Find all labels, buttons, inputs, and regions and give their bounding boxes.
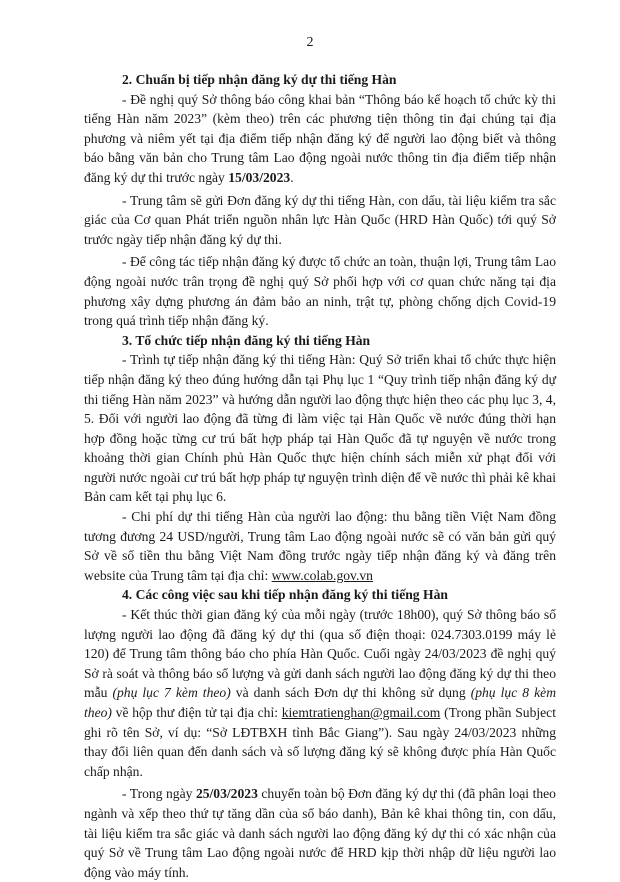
section-2-paragraph-1 xyxy=(84,90,556,188)
deadline-date: 15/03/2023 xyxy=(228,169,291,185)
section-4-paragraph-2-text-b: chuyển toàn bộ Đơn đăng ký dự thi (đã phân loại theo ngành và xếp theo thứ tự tăng dần của số báo danh), Bản kê khai thông tin, con dấu, tài liệu kiểm tra sắc giác và danh sách người lao động đăng ký dự thi có xác nhận của quý Sở về Trung tâm Lao động ngoài nước để HRD kịp thời nhập dữ liệu người lao động vào máy tính. xyxy=(84,786,556,880)
section-4-heading: 4. Các công việc sau khi tiếp nhận đăng ký thi tiếng Hàn xyxy=(122,587,448,603)
section-3-paragraph-1: - Trình tự tiếp nhận đăng ký thi tiếng Hàn: Quý Sở triển khai tổ chức thực hiện tiếp nhận đăng ký theo đúng hướng dẫn tại Phụ lục 1 “Quy trình tiếp nhận đăng ký dự thi tiếng Hàn năm 2023” và hướng dẫn người lao động thực hiện theo các phụ lục 3, 4, 5. Đối với người lao động đã từng đi làm việc tại Hàn Quốc về nước đúng thời hạn hợp đồng hoặc từng cư trú bất hợp pháp tại Hàn Quốc đã tự nguyện về nước trong khoảng thời gian Chính phủ Hàn Quốc thực hiện chính sách miễn xử phạt đối với người nước ngoài cư trú bất hợp pháp tự nguyện trình diện để về nước thì phải kê khai Bản cam kết tại phụ lục 6. xyxy=(84,352,556,505)
section-4-paragraph-1-text-d: (Trong phần Subject ghi rõ tên Sở, ví dụ: “Sở LĐTBXH tỉnh Bắc Giang”). Sau ngày 24/03/2023 những thay đổi liên quan đến danh sách và số lượng đăng ký sẽ không được phía Hàn Quốc chấp nhận. xyxy=(84,705,556,779)
section-2-heading: 2. Chuẩn bị tiếp nhận đăng ký dự thi tiếng Hàn xyxy=(122,72,397,87)
page-number: 2 xyxy=(306,35,314,50)
section-2-paragraph-3: - Để công tác tiếp nhận đăng ký được tổ chức an toàn, thuận lợi, Trung tâm Lao động ngoài nước trân trọng đề nghị quý Sở phối hợp với cơ quan chức năng tại địa phương xây dựng phương án đảm bảo an ninh, trật tự, phòng chống dịch Covid-19 trong quá trình tiếp nhận đăng ký. xyxy=(84,254,556,329)
document-body xyxy=(84,70,556,882)
section-4-paragraph-1-text-c: về hộp thư điện tử tại địa chỉ: xyxy=(111,705,282,720)
section-2-paragraph-1-text: - Đề nghị quý Sở thông báo công khai bản “Thông báo kế hoạch tổ chức kỳ thi tiếng Hàn năm 2023” (kèm theo) trên các phương tiện thông tin đại chúng tại địa phương và niêm yết tại địa điểm tiếp nhận đăng ký để người lao động biết và thông báo bằng văn bản cho Trung tâm Lao động ngoài nước thông tin địa điểm tiếp nhận đăng ký dự thi trước ngày xyxy=(84,91,556,185)
transfer-date: 25/03/2023 xyxy=(195,786,258,802)
section-3-paragraph-2-text: - Chi phí dự thi tiếng Hàn của người lao động: thu bằng tiền Việt Nam đồng tương đương 24 USD/người, Trung tâm Lao động ngoài nước sẽ có văn bản gửi quý Sở về số tiền thu bằng Việt Nam đồng trước ngày tiếp nhận đăng ký và đăng trên website của Trung tâm tại địa chỉ: xyxy=(84,509,556,583)
website-link[interactable]: www.colab.gov.vn xyxy=(271,567,373,583)
section-3-paragraph-2 xyxy=(84,507,556,585)
appendix-8-note: (phụ lục 8 kèm theo) xyxy=(84,685,557,720)
section-2-paragraph-1-end: . xyxy=(290,169,294,185)
appendix-7-note: (phụ lục 7 kèm theo) xyxy=(112,685,231,701)
section-3-heading: 3. Tổ chức tiếp nhận đăng ký thi tiếng Hàn xyxy=(122,332,371,348)
section-4-paragraph-1-text-b: và danh sách Đơn dự thi không sử dụng xyxy=(230,685,471,701)
section-4-paragraph-2 xyxy=(84,784,556,882)
section-4-paragraph-2-text-a: - Trong ngày xyxy=(122,786,196,802)
email-link[interactable]: kiemtratienghan@gmail.com xyxy=(281,705,441,720)
section-4-paragraph-1-text-a: - Kết thúc thời gian đăng ký của mỗi ngày (trước 18h00), quý Sở thông báo số lượng người lao động đã đăng ký dự thi (qua số điện thoại: 024.7303.0199 máy lẻ 120) để Trung tâm thông báo cho phía Hàn Quốc. Cuối ngày 24/03/2023 đề nghị quý Sở rà soát và thông báo số lượng và gửi danh sách người lao động đăng ký dự thi theo mẫu xyxy=(84,607,556,701)
section-2-paragraph-2: - Trung tâm sẽ gửi Đơn đăng ký dự thi tiếng Hàn, con dấu, tài liệu kiểm tra sắc giác của Cơ quan Phát triển nguồn nhân lực Hàn Quốc (HRD Hàn Quốc) tới quý Sở trước ngày tiếp nhận đăng ký dự thi. xyxy=(84,192,556,247)
section-4-paragraph-1 xyxy=(84,605,556,781)
